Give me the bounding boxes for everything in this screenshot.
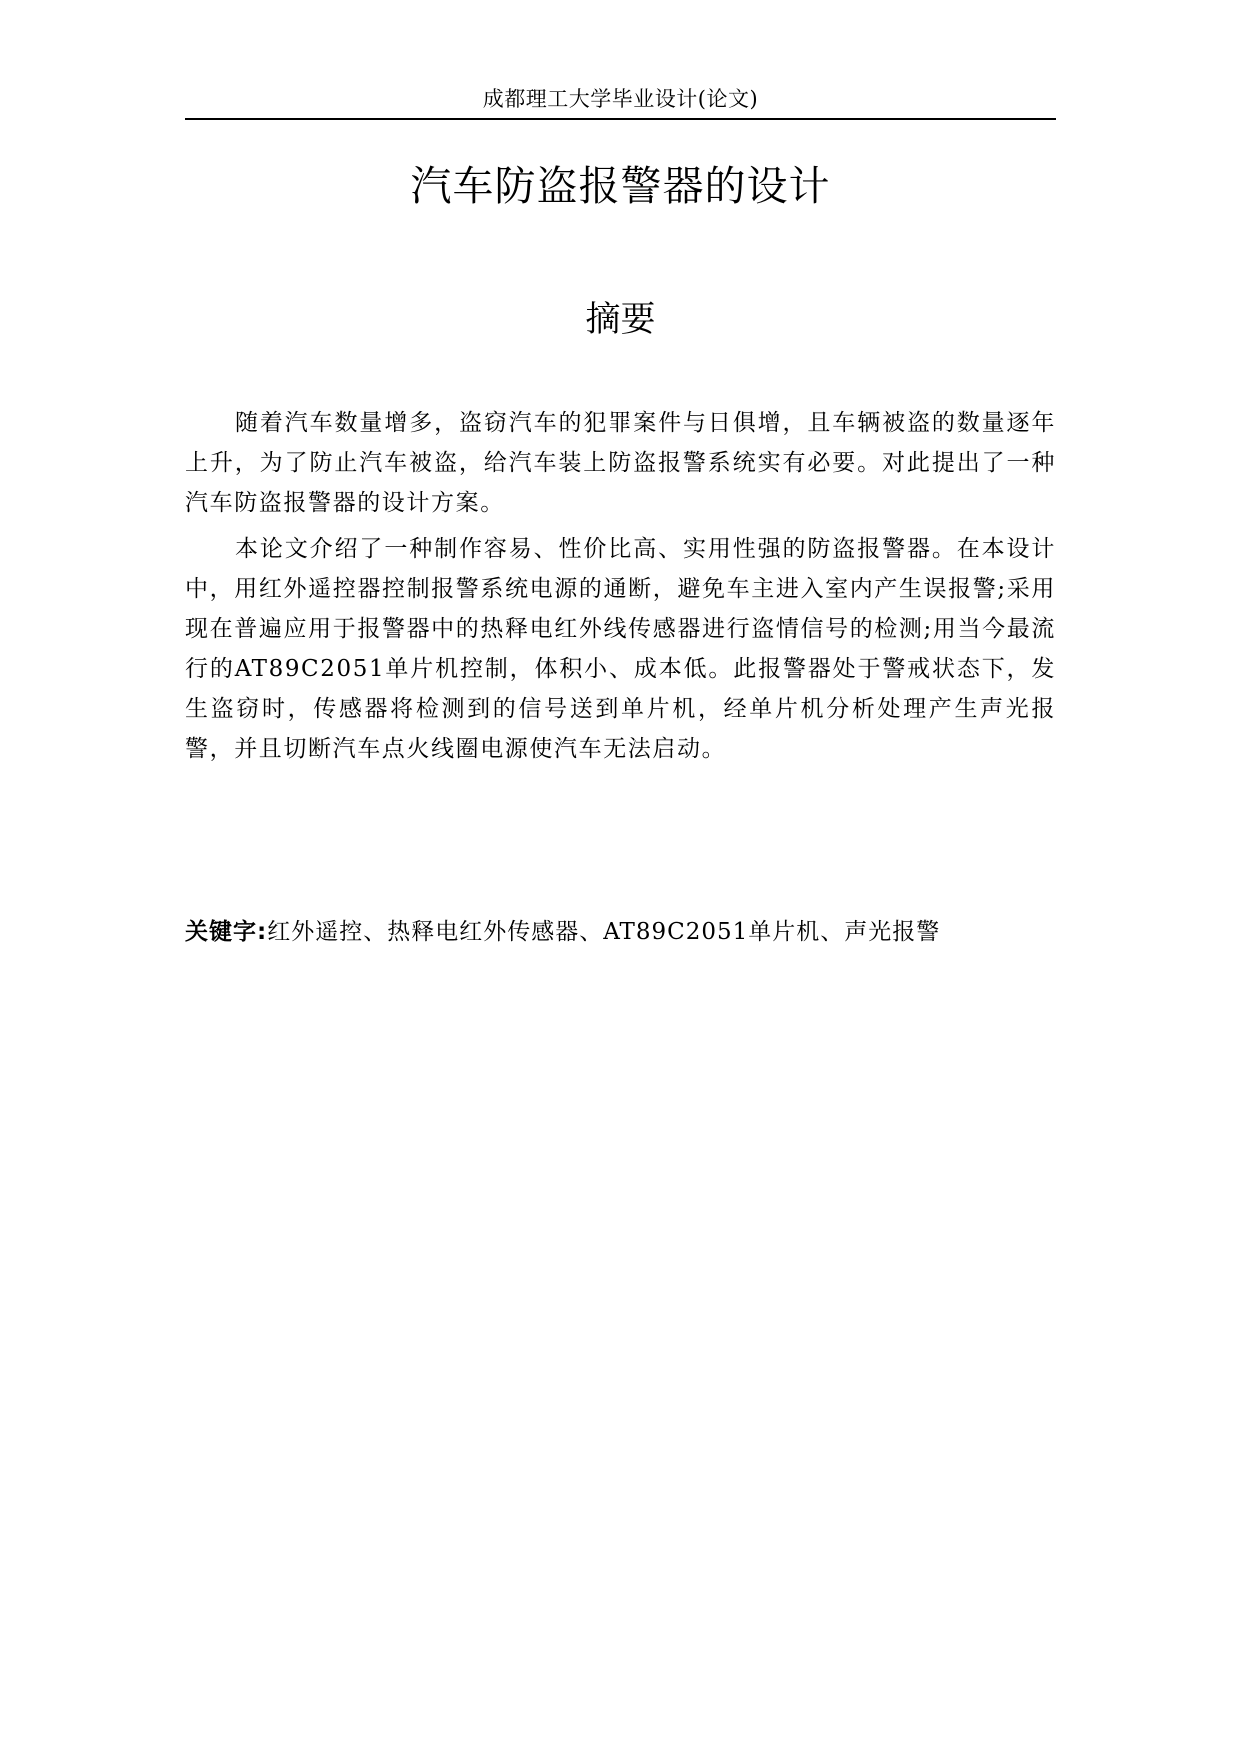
running-header: 成都理工大学毕业设计(论文) bbox=[482, 87, 759, 111]
keywords-line bbox=[185, 916, 1056, 948]
abstract-paragraph-1: 随着汽车数量增多，盗窃汽车的犯罪案件与日俱增，且车辆被盗的数量逐年上升，为了防止汽车被盗，给汽车装上防盗报警系统实有必要。对此提出了一种汽车防盗报警器的设计方案。 bbox=[185, 410, 1056, 516]
abstract-heading: 摘要 bbox=[585, 300, 656, 340]
header-rule bbox=[185, 118, 1056, 120]
keywords-value: 红外遥控、热释电红外传感器、AT89C2051单片机、声光报警 bbox=[267, 919, 941, 945]
keywords-label: 关键字: bbox=[185, 919, 268, 945]
abstract-paragraph-2: 本论文介绍了一种制作容易、性价比高、实用性强的防盗报警器。在本设计中，用红外遥控器控制报警系统电源的通断，避免车主进入室内产生误报警;采用现在普遍应用于报警器中的热释电红外线传感器进行盗情信号的检测;用当今最流行的AT89C2051单片机控制，体积小、成本低。此报警器处于警戒状态下，发生盗窃时，传感器将检测到的信号送到单片机，经单片机分析处理产生声光报警，并且切断汽车点火线圈电源使汽车无法启动。 bbox=[185, 536, 1056, 762]
document-title: 汽车防盗报警器的设计 bbox=[410, 162, 831, 210]
abstract-body bbox=[185, 403, 1056, 775]
